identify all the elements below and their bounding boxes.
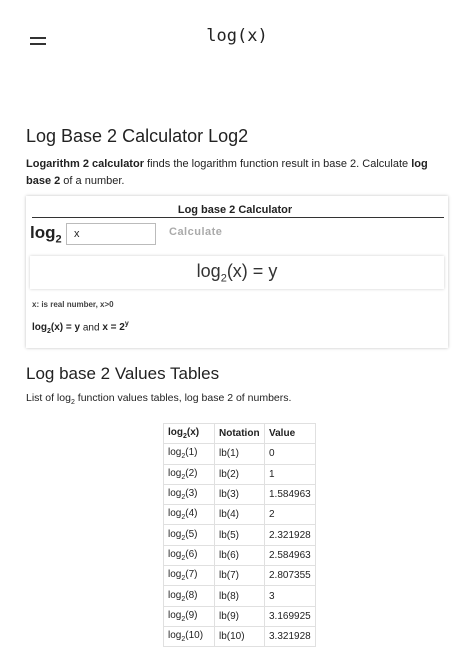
log2-values-table <box>163 423 316 647</box>
calculator-divider <box>32 217 444 218</box>
desc-sub: 2 <box>70 399 75 407</box>
desc-pre: List of log <box>26 392 71 404</box>
cell-log-arg: (6) <box>185 548 198 560</box>
cell-log2x <box>164 505 215 525</box>
header-notation: Notation <box>215 424 265 444</box>
cell-log2x <box>164 566 215 586</box>
calculator-title: Log base 2 Calculator <box>177 204 293 216</box>
formula-lhs: (x) = y <box>50 322 81 334</box>
cell-log-text: log <box>168 508 182 520</box>
x-input[interactable] <box>66 223 156 245</box>
cell-log-arg: (10) <box>185 630 204 642</box>
cell-log-text: log <box>168 488 182 500</box>
intro-bold-log-base-2: log base 2 <box>26 158 428 187</box>
cell-log2x <box>164 444 215 464</box>
cell-log-base: 2 <box>181 575 186 583</box>
formula-x: x = 2 <box>102 322 125 334</box>
page-title: Log Base 2 Calculator Log2 <box>26 126 249 146</box>
values-description <box>26 392 291 406</box>
cell-notation: lb(4) <box>215 505 265 525</box>
intro-bold-calculator: Logarithm 2 calculator <box>26 158 144 170</box>
table-row <box>164 464 316 484</box>
cell-notation: lb(9) <box>215 606 265 626</box>
cell-log-arg: (2) <box>185 467 198 479</box>
cell-notation: lb(3) <box>215 484 265 504</box>
result-base: 2 <box>220 272 227 285</box>
cell-notation: lb(6) <box>215 545 265 565</box>
table-row <box>164 484 316 504</box>
cell-log-base: 2 <box>181 494 186 502</box>
cell-log2x <box>164 606 215 626</box>
table-row <box>164 566 316 586</box>
cell-log-base: 2 <box>181 615 186 623</box>
table-row <box>164 525 316 545</box>
cell-notation: lb(7) <box>215 566 265 586</box>
formula <box>32 321 129 335</box>
intro-text <box>26 156 452 190</box>
cell-log-arg: (7) <box>185 569 198 581</box>
cell-notation: lb(10) <box>215 626 265 646</box>
cell-value: 1 <box>265 464 316 484</box>
values-section-title: Log base 2 Values Tables <box>26 364 220 383</box>
header-log-text: log <box>168 427 183 439</box>
cell-value: 2 <box>265 505 316 525</box>
cell-value: 2.584963 <box>265 545 316 565</box>
cell-log-arg: (5) <box>185 528 198 540</box>
cell-log2x <box>164 484 215 504</box>
calculator-panel <box>26 196 448 348</box>
cell-log-base: 2 <box>181 534 186 542</box>
cell-log2x <box>164 586 215 606</box>
input-note: x: is real number, x>0 <box>32 300 114 309</box>
cell-log-text: log <box>168 548 182 560</box>
cell-log2x <box>164 464 215 484</box>
site-logo[interactable]: log(x) <box>206 26 268 46</box>
calculate-button[interactable]: Calculate <box>169 226 223 238</box>
cell-log-arg: (1) <box>185 447 198 459</box>
log-base: 2 <box>55 233 62 246</box>
intro-text-end: of a number. <box>60 175 125 187</box>
table-row <box>164 606 316 626</box>
cell-notation: lb(1) <box>215 444 265 464</box>
cell-log-arg: (9) <box>185 609 198 621</box>
cell-value: 1.584963 <box>265 484 316 504</box>
log-text: log <box>30 223 56 242</box>
cell-log-base: 2 <box>181 514 186 522</box>
cell-log-arg: (4) <box>185 508 198 520</box>
cell-log-text: log <box>168 569 182 581</box>
formula-exp: y <box>124 321 129 328</box>
cell-notation: lb(8) <box>215 586 265 606</box>
cell-log-text: log <box>168 447 182 459</box>
formula-and: and <box>80 322 103 334</box>
cell-log-text: log <box>168 467 182 479</box>
table-row <box>164 626 316 646</box>
cell-value: 3.321928 <box>265 626 316 646</box>
intro-text-part: finds the logarithm function result in base 2. Calculate <box>143 158 412 170</box>
formula-base: 2 <box>47 328 51 336</box>
header-value: Value <box>265 424 316 444</box>
formula-log: log <box>32 322 47 334</box>
cell-value: 0 <box>265 444 316 464</box>
top-bar <box>0 0 474 80</box>
header-log-arg: (x) <box>186 427 200 439</box>
cell-value: 3.169925 <box>265 606 316 626</box>
table-body <box>164 444 316 647</box>
cell-log-text: log <box>168 630 182 642</box>
cell-log-text: log <box>168 609 182 621</box>
cell-log2x <box>164 545 215 565</box>
cell-value: 2.321928 <box>265 525 316 545</box>
table-row <box>164 444 316 464</box>
cell-log-base: 2 <box>181 595 186 603</box>
table-header-row <box>164 424 316 444</box>
cell-log-base: 2 <box>181 453 186 461</box>
header-log-base: 2 <box>183 433 187 441</box>
table-row <box>164 505 316 525</box>
desc-post: function values tables, log base 2 of numbers. <box>74 392 292 404</box>
cell-log-base: 2 <box>181 473 186 481</box>
cell-log-arg: (8) <box>185 589 198 601</box>
cell-notation: lb(2) <box>215 464 265 484</box>
cell-log2x <box>164 525 215 545</box>
cell-log-arg: (3) <box>185 488 198 500</box>
table-row <box>164 586 316 606</box>
cell-log2x <box>164 626 215 646</box>
cell-value: 3 <box>265 586 316 606</box>
result-rest: (x) = y <box>226 261 278 281</box>
cell-log-text: log <box>168 589 182 601</box>
result-log: log <box>196 261 221 281</box>
cell-notation: lb(5) <box>215 525 265 545</box>
log2-label <box>30 223 62 245</box>
result-display <box>30 256 444 289</box>
cell-log-base: 2 <box>181 554 186 562</box>
cell-log-base: 2 <box>181 636 186 644</box>
cell-log-text: log <box>168 528 182 540</box>
header-log2x <box>164 424 215 444</box>
table-row <box>164 545 316 565</box>
cell-value: 2.807355 <box>265 566 316 586</box>
